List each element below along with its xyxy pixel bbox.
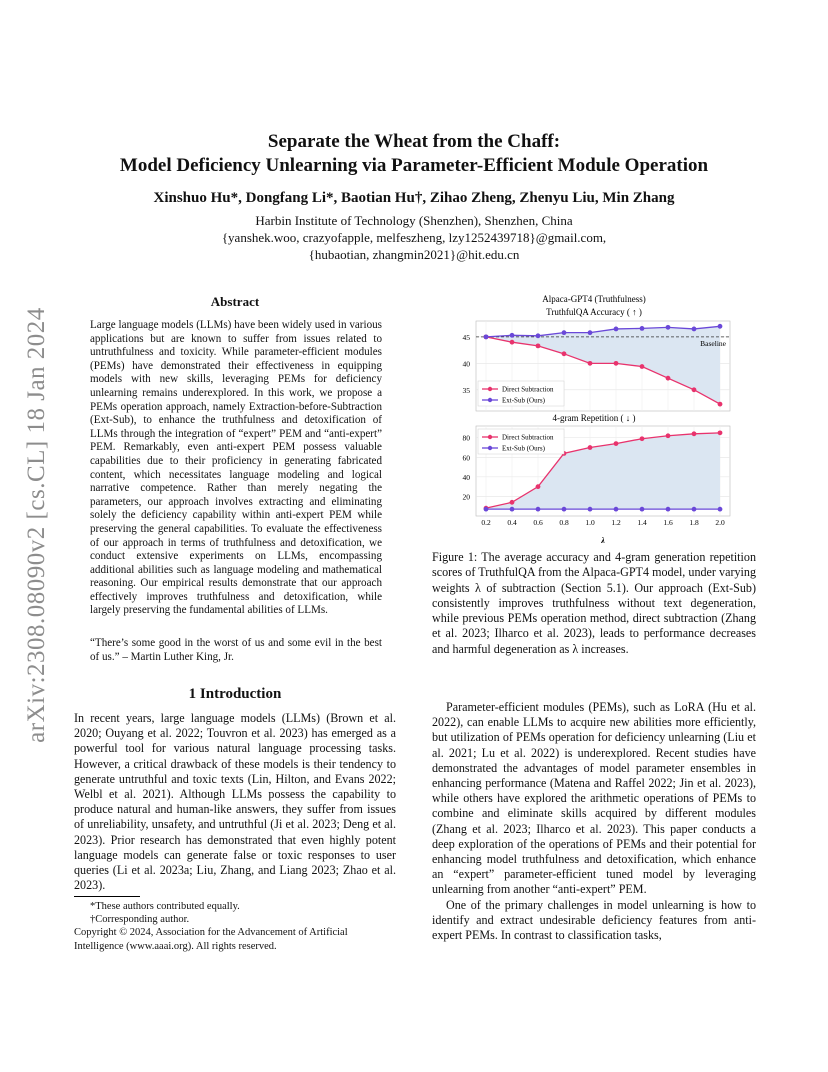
chart-1-point-ext-sub-ours: [692, 327, 697, 332]
chart-1-point-direct-subtraction: [588, 361, 593, 366]
figure-1-chart: [432, 290, 756, 545]
chart-1-subtitle: TruthfulQA Accuracy ( ↑ ): [546, 307, 642, 317]
right-column-body: [432, 700, 756, 943]
affiliation-block: [80, 212, 748, 263]
chart-1-legend-label: Direct Subtraction: [502, 385, 554, 394]
chart-2-x-tick-label: 1.8: [689, 518, 699, 527]
chart-2-x-tick-label: 1.4: [637, 518, 647, 527]
chart-1-legend-marker: [488, 398, 492, 402]
chart-1-legend-marker: [488, 387, 492, 391]
chart-1-point-ext-sub-ours: [536, 333, 541, 338]
figure-1: [432, 290, 756, 545]
chart-2-point-direct-subtraction: [640, 436, 645, 441]
title-line-1: Separate the Wheat from the Chaff:: [267, 131, 561, 152]
epigraph-quote: “There’s some good in the worst of us and some evil in the best of us.” – Martin Luther King, Jr.: [90, 637, 382, 663]
chart-1-point-direct-subtraction: [640, 364, 645, 369]
chart-2-point-ext-sub-ours: [614, 507, 619, 512]
introduction-heading: 1 Introduction: [188, 686, 282, 702]
chart-2-legend-label: Direct Subtraction: [502, 433, 554, 442]
footnotes: [74, 900, 396, 953]
abstract-heading: Abstract: [210, 294, 260, 309]
chart-2-point-direct-subtraction: [692, 431, 697, 436]
chart-2-y-tick-label: 60: [462, 453, 470, 463]
chart-2-point-ext-sub-ours: [640, 507, 645, 512]
chart-2-y-tick-label: 80: [462, 433, 470, 443]
chart-1-point-ext-sub-ours: [718, 324, 723, 329]
arxiv-sidebar: [22, 290, 52, 760]
chart-2-point-direct-subtraction: [666, 433, 671, 438]
chart-1-point-direct-subtraction: [692, 387, 697, 392]
title-line-2: Model Deficiency Unlearning via Parameter-Efficient Module Operation: [119, 155, 709, 176]
chart-1-y-tick-label: 45: [462, 332, 470, 342]
body-paragraph-pems: Parameter-efficient modules (PEMs), such as LoRA (Hu et al. 2022), can enable LLMs to acquire new abilities more efficiently, but utilization of PEMs operation for deficiency unlearning (Liu et al. 2021; Lu et al. 2022) is underexplored. Recent studies have demonstrated the advantages of model parameter ensembles in enhancing performance (Matena and Raffel 2022; Jin et al. 2023), while others have explored the arithmetic operations of PEMs to combine and eliminate skills acquired by different modules (Zhang et al. 2023; Ilharco et al. 2023). This paper conducts a deep exploration of the operations of PEMs and their potential for enhancing model truthfulness and detoxification, which enhance an “expert” parameter-efficient tuned model by leveraging unlearning from another “anti-expert” PEM.: [432, 700, 756, 897]
chart-1-title: Alpaca-GPT4 (Truthfulness): [542, 294, 646, 304]
author-emails-2: {hubaotian, zhangmin2021}@hit.edu.cn: [308, 247, 520, 262]
affiliation: Harbin Institute of Technology (Shenzhen), Shenzhen, China: [255, 213, 573, 228]
footnote-corresponding-author: †Corresponding author.: [90, 914, 190, 926]
chart-2-point-ext-sub-ours: [510, 507, 515, 512]
chart-2-point-ext-sub-ours: [536, 507, 541, 512]
chart-1-legend-label: Ext-Sub (Ours): [502, 396, 545, 405]
chart-2-x-axis-label: λ: [601, 536, 605, 545]
chart-1-point-direct-subtraction: [510, 340, 515, 345]
chart-1-point-ext-sub-ours: [666, 325, 671, 330]
chart-1-point-direct-subtraction: [536, 343, 541, 348]
abstract-text: Large language models (LLMs) have been widely used in various applications but are known to suffer from issues related to untruthfulness and toxicity. While parameter-efficient modules (PEMs) have demonstrated their effectiveness in equipping models with new skills, leveraging PEMs for deficiency unlearning remains underexplored. In this work, we propose a PEMs operation approach, namely Extraction-before-Subtraction (Ext-Sub), to enhance the truthfulness and detoxification of LLMs through the integration of “expert” PEM and “anti-expert” PEM. Remarkably, even anti-expert PEM possess valuable capabilities due to their proficiency in generating fabricated content, which necessitates language modeling and logical narrative competence. Rather than merely negating the parameters, our approach involves extracting and eliminating solely the deficiency capability within anti-expert PEM while preserving the general capabilities. To evaluate the effectiveness of our approach in terms of truthfulness and detoxification, we conduct extensive experiments on LLMs, encompassing additional abilities such as language modeling and mathematical reasoning. Our empirical results demonstrate that our approach effectively improves truthfulness and detoxification, while largely preserving the fundamental abilities of LLMs.: [90, 319, 382, 617]
chart-2-point-ext-sub-ours: [666, 507, 671, 512]
chart-2-point-ext-sub-ours: [692, 507, 697, 512]
chart-2-y-tick-label: 40: [462, 472, 470, 482]
chart-1-point-ext-sub-ours: [562, 330, 567, 335]
copyright-notice: Copyright © 2024, Association for the Advancement of Artificial Intelligence (www.aaai.org). All rights reserved.: [74, 927, 348, 952]
author-emails-1: {yanshek.woo, crazyofapple, melfeszheng, lzy1252439718}@gmail.com,: [221, 230, 607, 245]
chart-1-point-direct-subtraction: [614, 361, 619, 366]
chart-1-legend: [478, 381, 564, 406]
chart-2-x-tick-label: 0.8: [559, 518, 569, 527]
chart-2-x-tick-label: 0.6: [533, 518, 543, 527]
chart-1-point-ext-sub-ours: [588, 330, 593, 335]
chart-1-point-ext-sub-ours: [614, 327, 619, 332]
introduction-text: In recent years, large language models (LLMs) (Brown et al. 2020; Ouyang et al. 2022; Touvron et al. 2023) has emerged as a powerful tool for various natural language processing tasks. However, a critical drawback of these models is their tendency to generate untruthful and toxic texts (Lin, Hilton, and Evans 2022; Welbl et al. 2021). Although LLMs possess the capability to produce natural and human-like answers, they suffer from issues of unreliability, unsafety, and untruthful (Ji et al. 2023; Deng et al. 2023). Prior research has demonstrated that even highly potent language models can generate false or toxic responses to user queries (Li et al. 2023a; Liu, Zhang, and Liang 2023; Zhao et al. 2023).: [74, 711, 396, 893]
chart-2-x-tick-label: 1.2: [611, 518, 621, 527]
figure-1-caption: Figure 1: The average accuracy and 4-gram generation repetition scores of TruthfulQA from the Alpaca-GPT4 model, under varying weights λ of subtraction (Section 5.1). Our approach (Ext-Sub) consistently improves truthfulness without text degeneration, while previous PEMs operation method, direct subtraction (Zhang et al. 2023; Ilharco et al. 2023), leads to performance decreases and harmful degeneration as λ increases.: [432, 550, 756, 656]
chart-2-x-tick-label: 0.2: [481, 518, 491, 527]
chart-1-baseline-label: Baseline: [700, 338, 726, 348]
chart-2-point-ext-sub-ours: [484, 507, 489, 512]
paper-title: [80, 130, 748, 178]
chart-2-point-direct-subtraction: [536, 484, 541, 489]
chart-2-x-tick-label: 1.0: [585, 518, 595, 527]
chart-2-legend-marker: [488, 435, 492, 439]
chart-2-legend-label: Ext-Sub (Ours): [502, 444, 545, 453]
chart-1-point-direct-subtraction: [718, 402, 723, 407]
chart-1-point-ext-sub-ours: [510, 333, 515, 338]
chart-2-legend: [478, 429, 564, 454]
chart-2-y-tick-label: 20: [462, 492, 470, 502]
chart-1-y-tick-label: 35: [462, 385, 470, 395]
footnote-equal-contribution: *These authors contributed equally.: [90, 901, 240, 912]
chart-2-point-direct-subtraction: [614, 441, 619, 446]
chart-2-point-direct-subtraction: [510, 500, 515, 505]
chart-2-legend-marker: [488, 446, 492, 450]
chart-2-point-ext-sub-ours: [588, 507, 593, 512]
chart-2-title: 4-gram Repetition ( ↓ ): [552, 413, 636, 423]
footnote-rule: [74, 896, 140, 897]
arxiv-identifier: arXiv:2308.08090v2 [cs.CL] 18 Jan 2024: [23, 307, 50, 743]
body-paragraph-challenges: One of the primary challenges in model unlearning is how to identify and extract undesirable deficiency features from anti-expert PEMs. In contrast to classification tasks,: [432, 897, 756, 943]
chart-1-point-direct-subtraction: [562, 351, 567, 356]
chart-1-y-tick-label: 40: [462, 359, 470, 369]
chart-2-point-direct-subtraction: [718, 430, 723, 435]
chart-1-point-ext-sub-ours: [640, 326, 645, 331]
chart-1-point-direct-subtraction: [666, 376, 671, 381]
author-list: Xinshuo Hu*, Dongfang Li*, Baotian Hu†, Zihao Zheng, Zhenyu Liu, Min Zhang: [153, 190, 675, 206]
chart-1-point-ext-sub-ours: [484, 334, 489, 339]
chart-2-x-tick-label: 1.6: [663, 518, 673, 527]
chart-2-point-ext-sub-ours: [718, 507, 723, 512]
chart-2-point-ext-sub-ours: [562, 507, 567, 512]
chart-2-x-tick-label: 0.4: [507, 518, 517, 527]
chart-2-x-tick-label: 2.0: [715, 518, 725, 527]
chart-2-point-direct-subtraction: [588, 445, 593, 450]
